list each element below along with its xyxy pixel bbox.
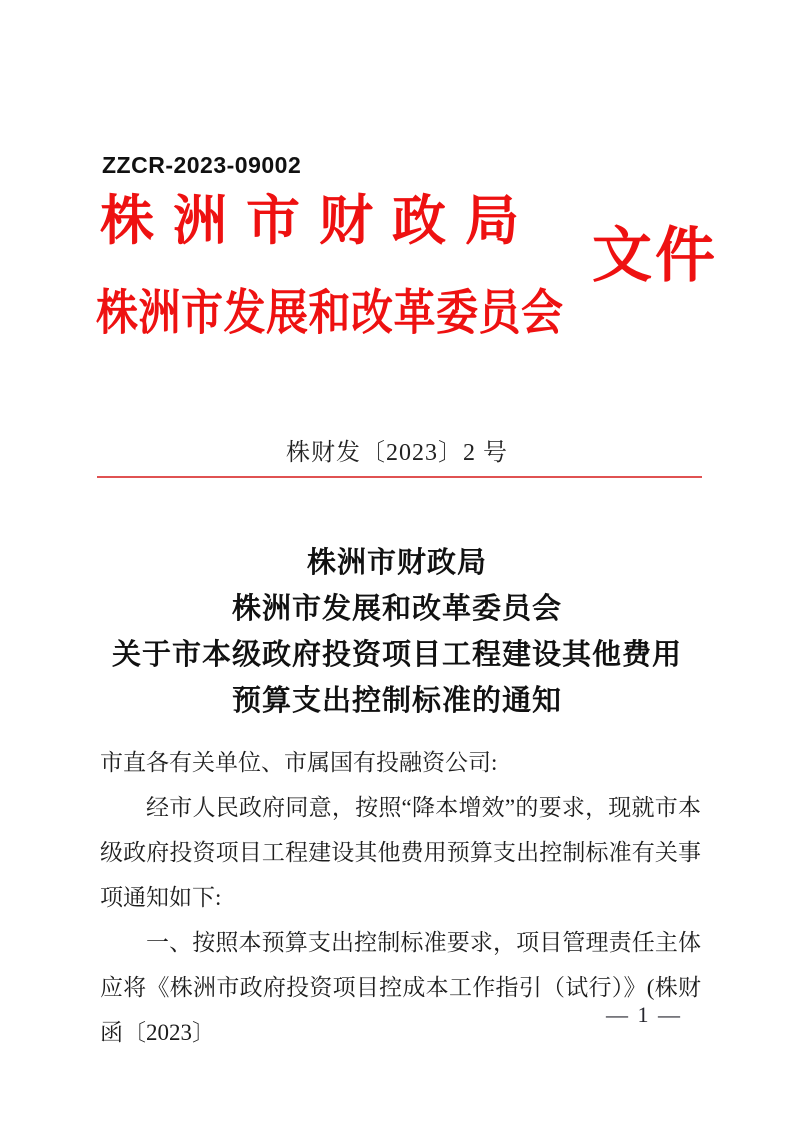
title-line-2: 株洲市发展和改革委员会 xyxy=(231,593,562,625)
issuer-development-reform-commission: 株洲市发展和改革委员会 xyxy=(96,287,564,341)
body-paragraph-1: 经市人民政府同意，按照“降本增效”的要求，现就市本级政府投资项目工程建设其他费用预算支出控制标准有关事项通知如下: xyxy=(100,795,701,910)
document-title xyxy=(0,540,794,724)
recipients-line: 市直各有关单位、市属国有投融资公司: xyxy=(100,750,498,775)
body-paragraph-2: 一、按照本预算支出控制标准要求，项目管理责任主体应将《株洲市政府投资项目控成本工作指引（试行）》(株财函〔2023〕 xyxy=(100,930,701,1045)
title-line-4: 预算支出控制标准的通知 xyxy=(231,685,562,717)
page-number: — 1 — xyxy=(606,1002,682,1027)
title-line-3: 关于市本级政府投资项目工程建设其他费用 xyxy=(111,639,682,671)
document-reference-number: 株财发〔2023〕2 号 xyxy=(286,440,508,466)
title-line-1: 株洲市财政局 xyxy=(306,547,487,579)
red-divider-line xyxy=(97,476,702,478)
issuer-finance-bureau: 株洲市财政局 xyxy=(100,191,538,251)
document-code: ZZCR-2023-09002 xyxy=(102,152,302,178)
file-label: 文件 xyxy=(592,223,718,289)
